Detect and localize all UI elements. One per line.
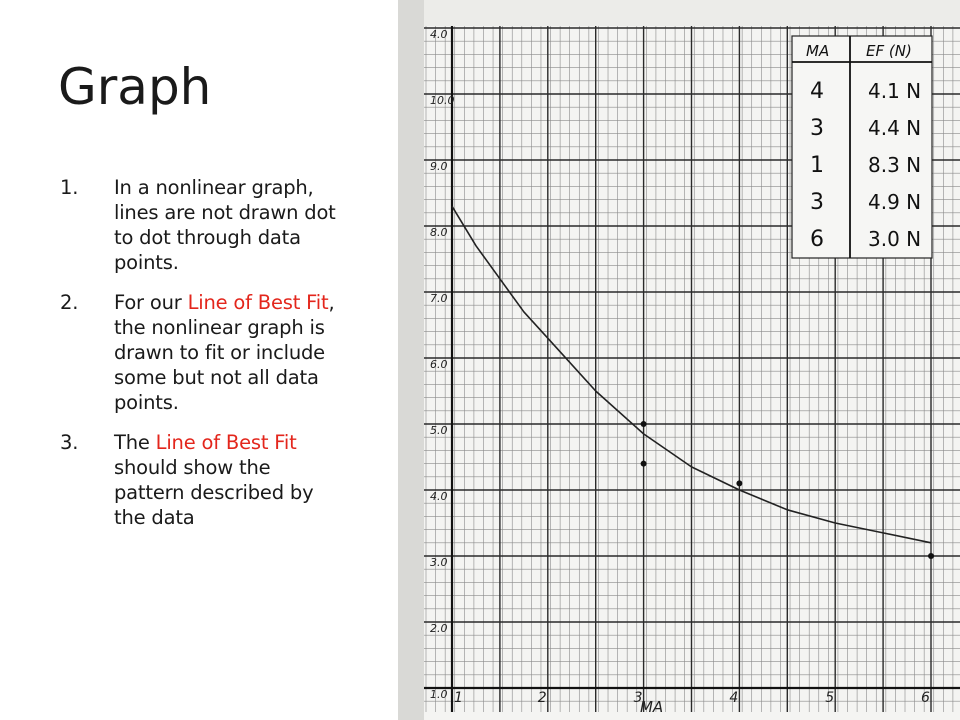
data-table-cell: 3 [810,116,824,141]
data-table-cell: 8.3 N [868,153,922,177]
bullet-text: , the nonlinear graph is drawn to fit or include some but not all data points. [114,291,335,414]
x-tick-label: 6 [921,690,930,706]
highlight-text: Line of Best Fit [155,431,297,454]
x-axis-title: MA [639,698,664,716]
highlight-text: Line of Best Fit [187,291,329,314]
data-point [641,461,647,467]
nonlinear-graph-chart [398,0,960,720]
y-tick-label: 9.0 [430,160,448,173]
bullet-item [60,175,345,275]
y-tick-label: 2.0 [430,622,448,635]
y-tick-label: 4.0 [430,28,448,41]
x-tick-label: 5 [825,690,835,706]
y-tick-label: 8.0 [430,226,448,239]
data-table-cell: 3.0 N [868,227,922,251]
bullet-item [60,290,345,415]
bullet-text: In a nonlinear graph, lines are not drawn dot to dot through data points. [114,176,336,274]
x-tick-label: 2 [537,690,547,706]
y-tick-label: 10.0 [430,94,455,107]
x-tick-label: 1 [454,690,463,706]
bullet-text: should show the pattern described by the data [114,456,314,529]
y-tick-label: 7.0 [430,292,448,305]
data-table-cell: 4 [810,79,824,104]
bullet-text: For our [114,291,188,314]
y-tick-label: 1.0 [430,688,448,701]
bullet-text: The [114,431,156,454]
data-point [736,480,742,486]
data-table-header: EF (N) [866,42,912,60]
graph-photo [398,0,960,720]
data-table [792,36,932,258]
bullet-list [60,175,345,545]
data-table-cell: 4.4 N [868,116,922,140]
data-table-cell: 3 [810,190,824,215]
y-tick-label: 3.0 [430,556,448,569]
x-tick-label: 4 [729,690,739,706]
bullet-number: 1. [60,176,79,199]
y-tick-label: 4.0 [430,490,448,503]
photo-margin [398,0,424,720]
data-table-header: MA [806,42,830,60]
y-tick-label: 5.0 [430,424,448,437]
bullet-number: 2. [60,291,79,314]
data-table-cell: 6 [810,227,824,252]
y-tick-label: 6.0 [430,358,448,371]
data-table-cell: 1 [810,153,824,178]
data-table-cell: 4.9 N [868,190,922,214]
data-point [641,421,647,427]
bullet-item [60,430,345,530]
data-table-cell: 4.1 N [868,79,922,103]
slide-title: Graph [58,58,212,116]
bullet-number: 3. [60,431,79,454]
data-point [928,553,934,559]
x-tick-label: 3 [633,690,643,706]
